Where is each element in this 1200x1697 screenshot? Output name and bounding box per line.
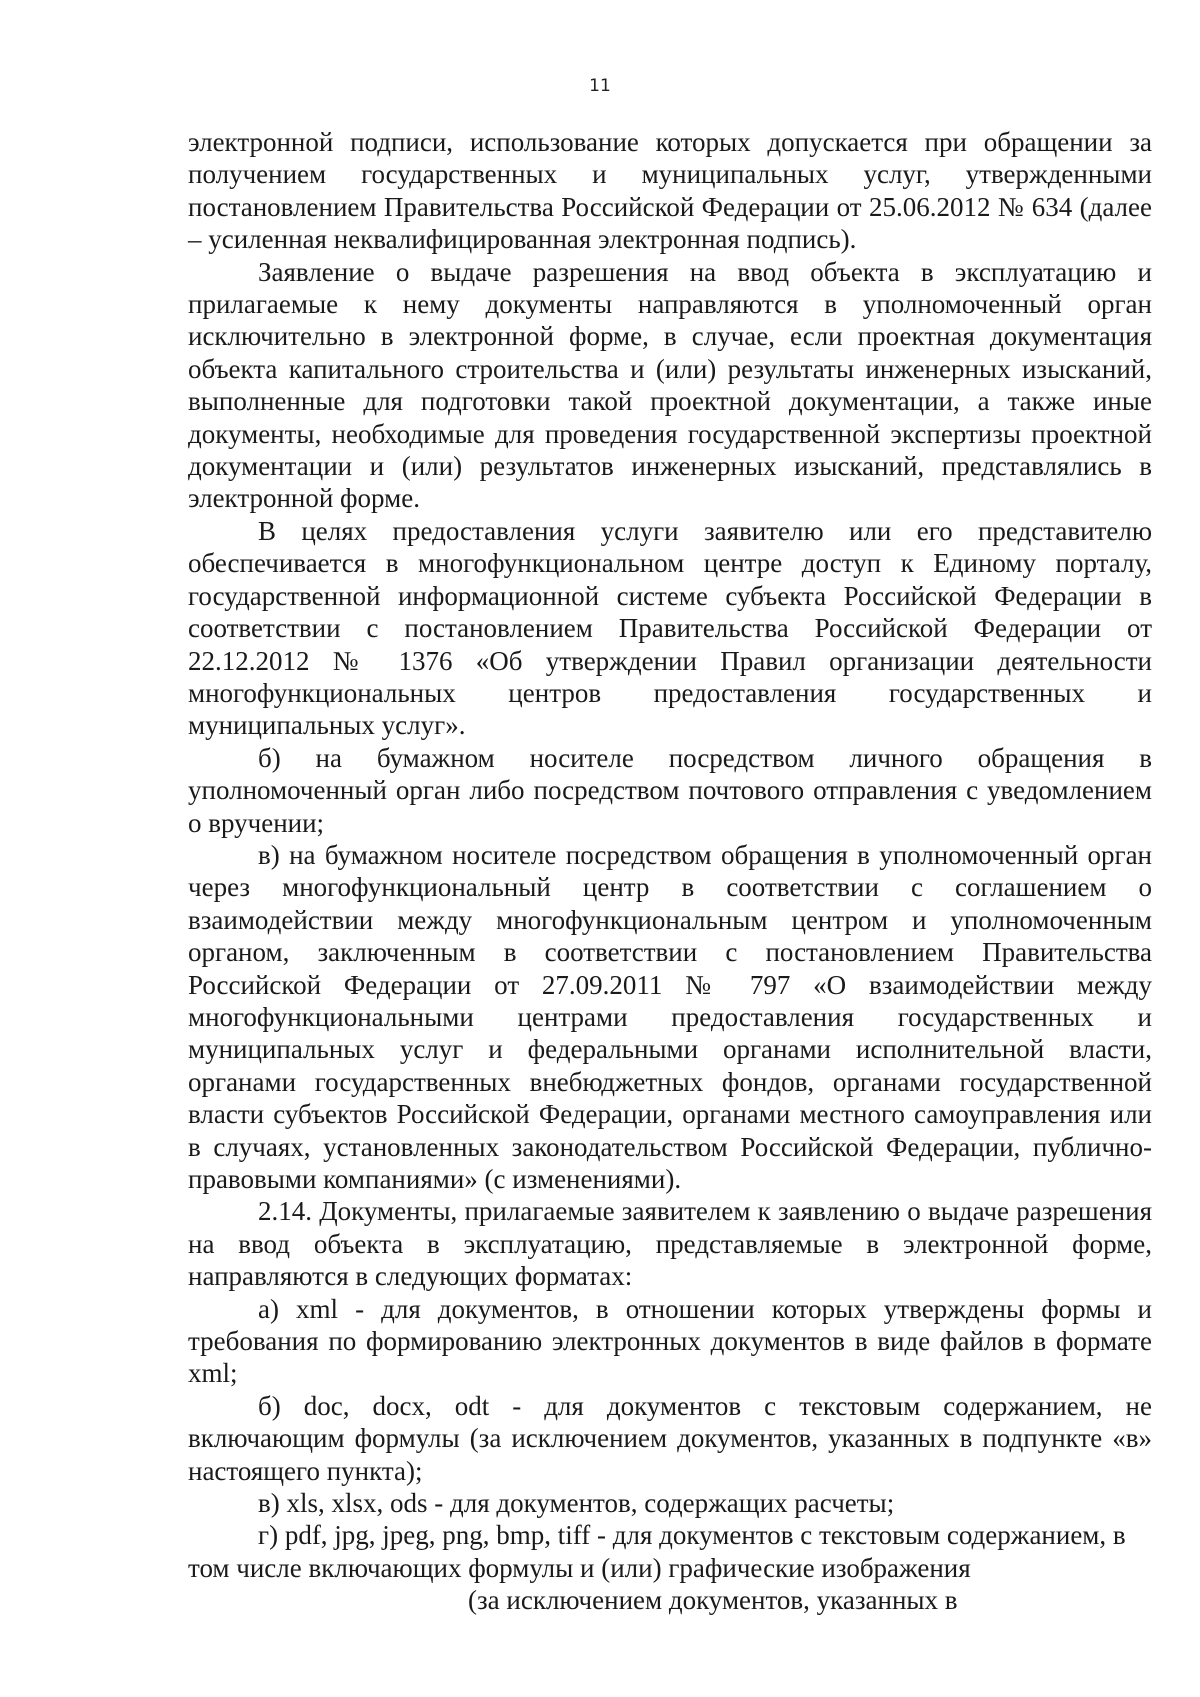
paragraph-item-b-paper: б) на бумажном носителе посредством личного обращения в уполномоченный орган либо посредством почтового отправления с уведомлением о вручении; [188,742,1152,838]
page-number: 11 [589,76,611,96]
paragraph-format-pdf-start: г) pdf, jpg, jpeg, png, bmp, tiff - для документов с текстовым содержанием, в том числе включающих формулы и (или) графические изображения [188,1520,1126,1583]
paragraph-format-pdf [188,1519,1152,1616]
paragraph-format-doc: б) doc, docx, odt - для документов с текстовым содержанием, не включающим формулы (за исключением документов, указанных в подпункте «в» настоящего пункта); [188,1390,1152,1486]
paragraph-electronic-form-only: Заявление о выдаче разрешения на ввод объекта в эксплуатацию и прилагаемые к нему документы направляются в уполномоченный орган исключительно в электронной форме, в случае, если проектная документация объекта капитального строительства и (или) результаты инженерных изысканий, выполненные для подготовки такой проектной документации, а также иные документы, необходимые для проведения государственной экспертизы проектной документации и (или) результатов инженерных изысканий, представлялись в электронной форме. [188,256,1152,514]
paragraph-signature-continuation: электронной подписи, использование которых допускается при обращении за получением государственных и муниципальных услуг, утвержденными постановлением Правительства Российской Федерации от 25.06.2012 № 634 (далее – усиленная неквалифицированная электронная подпись). [188,127,1152,255]
paragraph-format-pdf-end: (за исключением документов, указанных в [468,1585,958,1616]
paragraph-format-xml: а) xml - для документов, в отношении которых утверждены формы и требования по формированию электронных документов в виде файлов в формате xml; [188,1293,1152,1389]
paragraph-item-v-mfc: в) на бумажном носителе посредством обращения в уполномоченный орган через многофункциональный центр в соответствии с соглашением о взаимодействии между многофункциональным центром и уполномоченным органом, заключенным в соответствии с постановлением Правительства Российской Федерации от 27.09.2011 № 797 «О взаимодействии между многофункциональными центрами предоставления государственных и муниципальных услуг и федеральными органами исполнительной власти, органами государственных внебюджетных фондов, органами государственной власти субъектов Российской Федерации, органами местного самоуправления или в случаях, установленных законодательством Российской Федерации, публично-правовыми компаниями» (с изменениями). [188,839,1152,1194]
paragraph-mfc-access: В целях предоставления услуги заявителю или его представителю обеспечивается в многофункциональном центре доступ к Единому порталу, государственной информационной системе субъекта Российской Федерации в соответствии с постановлением Правительства Российской Федерации от 22.12.2012 № 1376 «Об утверждении Правил организации деятельности многофункциональных центров предоставления государственных и муниципальных услуг». [188,515,1152,741]
paragraph-format-xls: в) xls, xlsx, ods - для документов, содержащих расчеты; [258,1488,895,1519]
paragraph-section-2-14: 2.14. Документы, прилагаемые заявителем к заявлению о выдаче разрешения на ввод объекта в эксплуатацию, представляемые в электронной форме, направляются в следующих форматах: [188,1196,1152,1292]
document-body [188,126,1152,1617]
